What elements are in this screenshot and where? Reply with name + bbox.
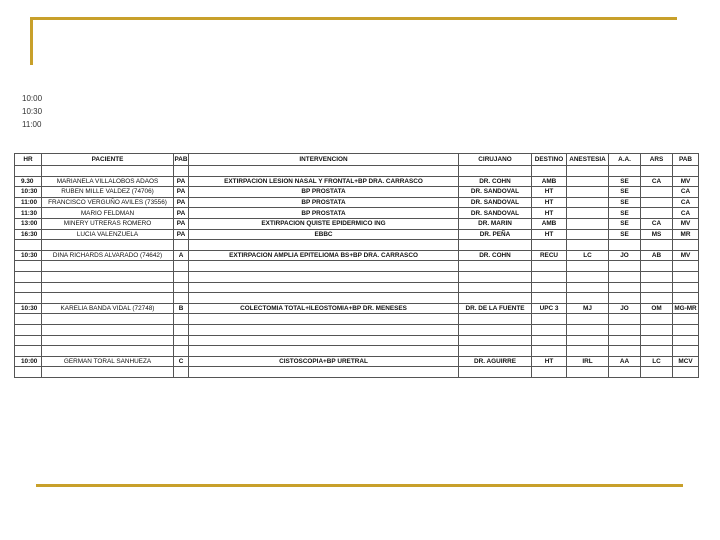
- table-row: [15, 293, 699, 304]
- table-cell: C: [174, 356, 189, 367]
- table-cell: [641, 187, 673, 198]
- column-header-pab: PAB: [174, 154, 189, 166]
- table-cell: MR: [673, 229, 699, 240]
- table-cell: 16:30: [15, 229, 42, 240]
- frame-left-rule: [30, 17, 33, 65]
- table-cell: [609, 314, 641, 325]
- table-cell: [459, 314, 532, 325]
- table-cell: [174, 346, 189, 357]
- table-cell: DR. SANDOVAL: [459, 208, 532, 219]
- table-cell: [459, 335, 532, 346]
- table-cell: DR. PEÑA: [459, 229, 532, 240]
- table-cell: [459, 166, 532, 177]
- table-cell: MCV: [673, 356, 699, 367]
- table-cell: [459, 271, 532, 282]
- table-cell: [641, 335, 673, 346]
- table-row: [15, 240, 699, 251]
- table-cell: SE: [609, 229, 641, 240]
- table-cell: HT: [532, 356, 567, 367]
- table-row: [15, 208, 699, 219]
- side-time: 10:00: [22, 94, 43, 103]
- table-cell: DR. MARIN: [459, 218, 532, 229]
- table-cell: EBBC: [189, 229, 459, 240]
- table-cell: MS: [641, 229, 673, 240]
- table-cell: [641, 197, 673, 208]
- table-cell: AMB: [532, 218, 567, 229]
- table-cell: [174, 261, 189, 272]
- table-cell: CA: [673, 187, 699, 198]
- table-cell: CA: [641, 218, 673, 229]
- table-cell: [609, 346, 641, 357]
- surgery-schedule-table: [14, 153, 699, 378]
- table-cell: [641, 261, 673, 272]
- table-cell: AB: [641, 250, 673, 261]
- table-cell: [42, 346, 174, 357]
- table-cell: [459, 324, 532, 335]
- table-cell: 11:00: [15, 197, 42, 208]
- table-cell: HT: [532, 208, 567, 219]
- table-cell: [189, 346, 459, 357]
- table-cell: FRANCISCO VERGUÑO AVILES (73556): [42, 197, 174, 208]
- table-cell: 10:30: [15, 250, 42, 261]
- table-cell: [567, 229, 609, 240]
- table-cell: CA: [673, 197, 699, 208]
- table-cell: EXTIRPACION QUISTE EPIDERMICO ING: [189, 218, 459, 229]
- table-cell: [532, 367, 567, 378]
- table-cell: [174, 335, 189, 346]
- table-cell: [641, 293, 673, 304]
- table-cell: [673, 324, 699, 335]
- table-row: [15, 261, 699, 272]
- table-cell: [673, 367, 699, 378]
- table-cell: [567, 324, 609, 335]
- table-row: [15, 187, 699, 198]
- table-cell: SE: [609, 197, 641, 208]
- table-cell: [459, 282, 532, 293]
- table-cell: [567, 176, 609, 187]
- table-cell: [567, 240, 609, 251]
- table-cell: [532, 346, 567, 357]
- table-cell: DR. COHN: [459, 176, 532, 187]
- table-cell: MV: [673, 176, 699, 187]
- table-cell: [174, 271, 189, 282]
- table-cell: HT: [532, 197, 567, 208]
- column-header-ars: ARS: [641, 154, 673, 166]
- table-cell: [15, 293, 42, 304]
- table-cell: [42, 314, 174, 325]
- table-cell: [174, 367, 189, 378]
- table-cell: DR. AGUIRRE: [459, 356, 532, 367]
- table-row: [15, 271, 699, 282]
- table-cell: [15, 346, 42, 357]
- table-cell: [15, 271, 42, 282]
- table-cell: [459, 346, 532, 357]
- table-cell: [609, 282, 641, 293]
- table-cell: [15, 367, 42, 378]
- column-header-pab2: PAB: [673, 154, 699, 166]
- table-cell: HT: [532, 229, 567, 240]
- table-cell: JO: [609, 250, 641, 261]
- table-cell: [673, 271, 699, 282]
- table-cell: [532, 261, 567, 272]
- table-cell: [532, 293, 567, 304]
- table-row: [15, 250, 699, 261]
- table-cell: PA: [174, 197, 189, 208]
- table-cell: PA: [174, 187, 189, 198]
- table-cell: DINA RICHARDS ALVARADO (74642): [42, 250, 174, 261]
- table-cell: [567, 261, 609, 272]
- table-cell: MARIANELA VILLALOBOS ADAOS: [42, 176, 174, 187]
- table-cell: [15, 240, 42, 251]
- table-cell: KARELIA BANDA VIDAL (72748): [42, 303, 174, 314]
- table-cell: [42, 240, 174, 251]
- table-cell: [673, 261, 699, 272]
- table-cell: PA: [174, 218, 189, 229]
- table-cell: 10:30: [15, 187, 42, 198]
- table-cell: [567, 367, 609, 378]
- table-cell: 10:00: [15, 356, 42, 367]
- table-cell: MV: [673, 250, 699, 261]
- frame-top-rule: [30, 17, 677, 20]
- table-cell: CA: [673, 208, 699, 219]
- table-cell: [567, 314, 609, 325]
- table-cell: [609, 335, 641, 346]
- column-header-intervencion: INTERVENCION: [189, 154, 459, 166]
- table-cell: MG-MR: [674, 305, 697, 313]
- table-cell: LC: [641, 356, 673, 367]
- table-cell: LC: [567, 250, 609, 261]
- table-cell: [641, 282, 673, 293]
- table-cell: [42, 282, 174, 293]
- table-cell: [189, 335, 459, 346]
- table-cell: AMB: [532, 176, 567, 187]
- table-cell: DR. SANDOVAL: [459, 187, 532, 198]
- table-cell: RUBEN MILLE VALDEZ (74706): [42, 187, 174, 198]
- table-cell: [174, 166, 189, 177]
- table-cell: [673, 282, 699, 293]
- table-cell: [15, 282, 42, 293]
- table-cell: [174, 324, 189, 335]
- table-cell: [567, 293, 609, 304]
- table-cell: GERMAN TORAL SANHUEZA: [42, 356, 174, 367]
- table-cell: [641, 208, 673, 219]
- table-cell: [174, 282, 189, 293]
- table-cell: [673, 314, 699, 325]
- table-cell: [189, 324, 459, 335]
- table-row: [15, 229, 699, 240]
- table-cell: CA: [641, 176, 673, 187]
- table-cell: [15, 324, 42, 335]
- table-cell: MV: [673, 218, 699, 229]
- table-cell: [641, 166, 673, 177]
- table-cell: PA: [174, 229, 189, 240]
- table-cell: [673, 166, 699, 177]
- table-cell: BP PROSTATA: [189, 187, 459, 198]
- table-row: [15, 303, 699, 314]
- table-cell: 11:30: [15, 208, 42, 219]
- table-cell: [42, 293, 174, 304]
- table-cell: DR. SANDOVAL: [459, 197, 532, 208]
- table-cell: [673, 346, 699, 357]
- table-cell: EXTIRPACION LESION NASAL Y FRONTAL+BP DRA. CARRASCO: [189, 176, 459, 187]
- table-cell: [189, 314, 459, 325]
- table-cell: [42, 166, 174, 177]
- table-cell: 10:30: [15, 303, 42, 314]
- table-cell: [42, 324, 174, 335]
- table-cell: [609, 166, 641, 177]
- table-cell: [532, 314, 567, 325]
- table-cell: A: [174, 250, 189, 261]
- table-row: [15, 166, 699, 177]
- table-row: [15, 197, 699, 208]
- table-cell: PA: [174, 208, 189, 219]
- table-row: [15, 356, 699, 367]
- table-cell: [641, 346, 673, 357]
- table-cell: [174, 293, 189, 304]
- table-cell: [641, 271, 673, 282]
- table-cell: COLECTOMIA TOTAL+ILEOSTOMIA+BP DR. MENESES: [189, 303, 459, 314]
- table-cell: [459, 293, 532, 304]
- table-cell: [609, 240, 641, 251]
- table-cell: DR. COHN: [459, 250, 532, 261]
- table-cell: [673, 335, 699, 346]
- table-cell: B: [174, 303, 189, 314]
- table-cell: [673, 293, 699, 304]
- side-time: 11:00: [22, 120, 42, 129]
- column-header-anestesia: ANESTESIA: [567, 154, 609, 166]
- table-cell: AA: [609, 356, 641, 367]
- column-header-cirujano: CIRUJANO: [459, 154, 532, 166]
- table-cell: MARIO FELDMAN: [42, 208, 174, 219]
- table-cell: SE: [609, 176, 641, 187]
- table-cell: [567, 166, 609, 177]
- table-cell: [174, 240, 189, 251]
- table-cell: BP PROSTATA: [189, 197, 459, 208]
- table-row: [15, 335, 699, 346]
- table-cell: SE: [609, 218, 641, 229]
- table-cell: EXTIRPACION AMPLIA EPITELIOMA BS+BP DRA. CARRASCO: [189, 250, 459, 261]
- table-cell: [609, 261, 641, 272]
- table-header-row: [15, 154, 699, 166]
- table-cell: [567, 197, 609, 208]
- table-row: [15, 218, 699, 229]
- column-header-paciente: PACIENTE: [42, 154, 174, 166]
- table-cell: MINERY UTRERAS ROMERO: [42, 218, 174, 229]
- table-cell: [189, 271, 459, 282]
- table-cell: [42, 367, 174, 378]
- table-row: [15, 282, 699, 293]
- column-header-hr: HR: [15, 154, 42, 166]
- table-cell: IRL: [567, 356, 609, 367]
- table-cell: UPC 3: [532, 303, 567, 314]
- table-cell: SE: [609, 187, 641, 198]
- table-cell: 9.30: [15, 176, 42, 187]
- table-cell: [459, 240, 532, 251]
- table-cell: [459, 261, 532, 272]
- table-cell: [641, 314, 673, 325]
- table-cell: [567, 282, 609, 293]
- table-cell: [532, 324, 567, 335]
- table-cell: OM: [641, 303, 673, 314]
- table-row: [15, 314, 699, 325]
- table-cell: [673, 240, 699, 251]
- table-cell: [189, 282, 459, 293]
- table-cell: [609, 324, 641, 335]
- table-cell: PA: [174, 176, 189, 187]
- table-cell: DR. DE LA FUENTE: [459, 303, 532, 314]
- table-cell: [189, 293, 459, 304]
- table-cell: [532, 271, 567, 282]
- table-cell: [532, 282, 567, 293]
- table-cell: [189, 367, 459, 378]
- table-cell: [641, 240, 673, 251]
- table-cell: JO: [609, 303, 641, 314]
- side-time: 10:30: [22, 107, 43, 116]
- table-cell: [42, 271, 174, 282]
- table-cell: [567, 208, 609, 219]
- table-cell: MJ: [567, 303, 609, 314]
- table-cell: LUCIA VALENZUELA: [42, 229, 174, 240]
- table-row: [15, 324, 699, 335]
- table-cell: [15, 261, 42, 272]
- frame-bottom-rule: [36, 484, 683, 487]
- table-cell: [15, 166, 42, 177]
- table-cell: [567, 346, 609, 357]
- column-header-destino: DESTINO: [532, 154, 567, 166]
- table-cell: [189, 261, 459, 272]
- table-cell: [459, 367, 532, 378]
- table-cell: [609, 293, 641, 304]
- table-cell: [609, 271, 641, 282]
- table-cell: BP PROSTATA: [189, 208, 459, 219]
- table-cell: [42, 335, 174, 346]
- table-cell: SE: [609, 208, 641, 219]
- table-cell: [15, 335, 42, 346]
- table-row: [15, 346, 699, 357]
- table-cell: RECU: [532, 250, 567, 261]
- table-cell: [567, 335, 609, 346]
- table-cell: [641, 324, 673, 335]
- table-cell: CISTOSCOPIA+BP URETRAL: [189, 356, 459, 367]
- table-cell: [189, 240, 459, 251]
- table-cell: [567, 218, 609, 229]
- table-cell: 13:00: [15, 218, 42, 229]
- table-cell: [532, 240, 567, 251]
- table-cell: [15, 314, 42, 325]
- table-cell: [567, 187, 609, 198]
- table-cell: [189, 166, 459, 177]
- table-cell: [641, 367, 673, 378]
- table-cell: [532, 166, 567, 177]
- table-cell: [42, 261, 174, 272]
- table-cell: [174, 314, 189, 325]
- table-cell: [532, 335, 567, 346]
- table-cell: HT: [532, 187, 567, 198]
- table-row: [15, 367, 699, 378]
- table-row: [15, 176, 699, 187]
- table-cell: [609, 367, 641, 378]
- column-header-aa: A.A.: [609, 154, 641, 166]
- table-cell: [567, 271, 609, 282]
